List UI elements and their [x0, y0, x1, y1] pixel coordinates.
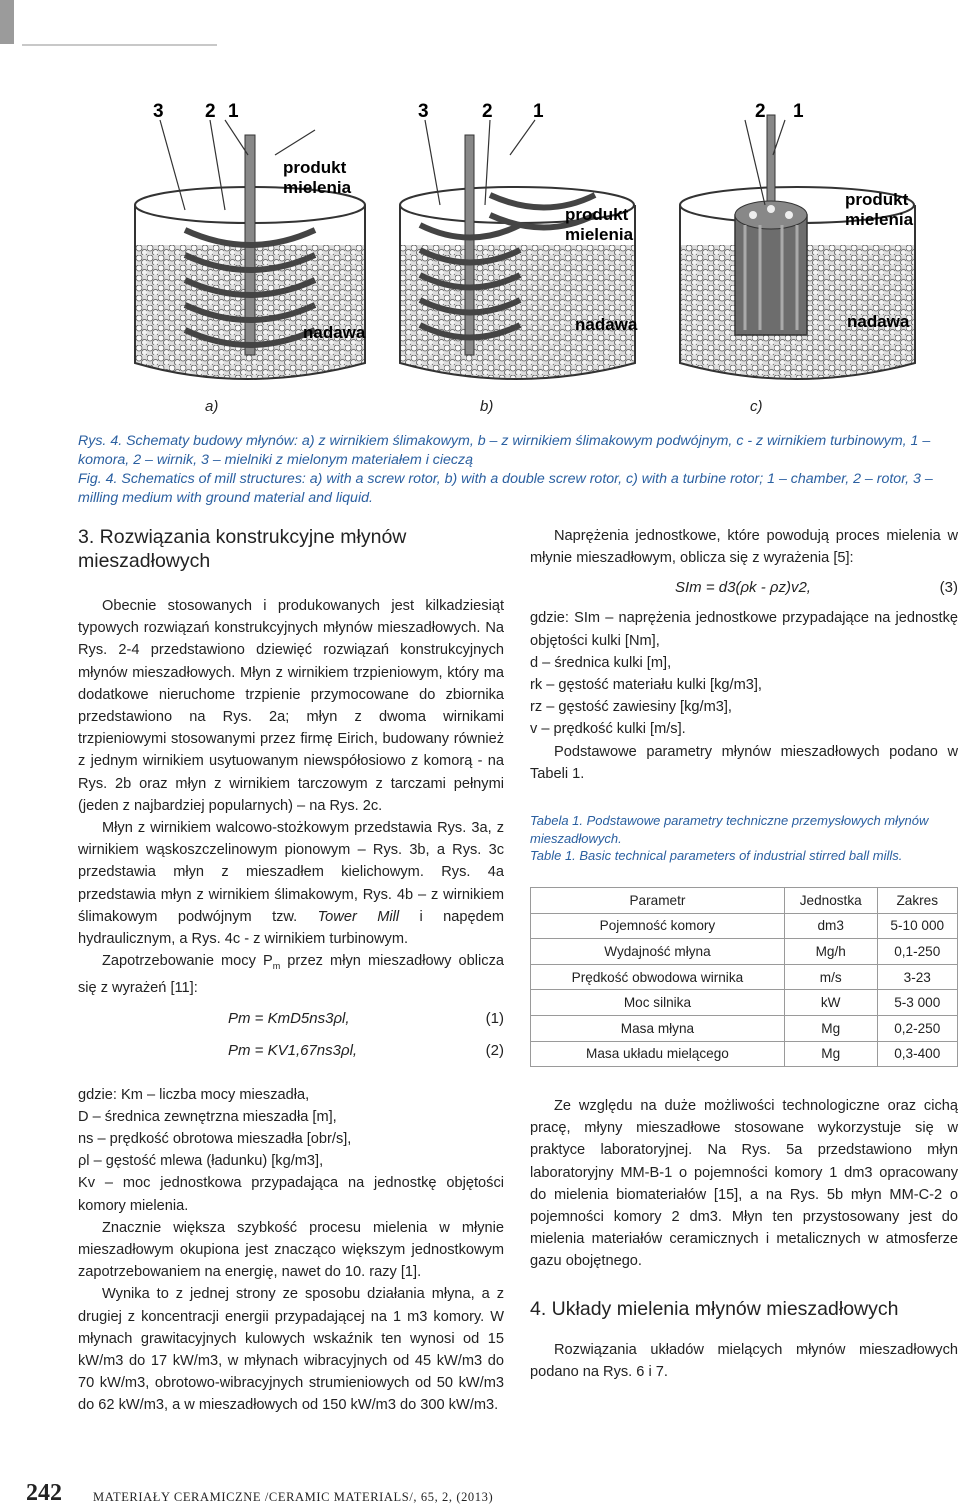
table-row [531, 913, 958, 939]
section-3-heading [78, 525, 504, 573]
mill-b-double-screw-rotor [400, 101, 638, 379]
table-cell: 0,2-250 [877, 1015, 957, 1041]
equation-3 [530, 575, 958, 607]
section-4-heading: 4. Układy mielenia młynów mieszadłowych [530, 1297, 899, 1320]
table-cell: 5-3 000 [877, 990, 957, 1016]
table-cell: Moc silnika [531, 990, 785, 1016]
product-label-c2: mielenia [845, 210, 914, 229]
table-header-cell: Jednostka [784, 888, 877, 914]
def-v: v – prędkość kulki [m/s]. [530, 721, 686, 738]
section-3-paragraph-5: Wynika to z jednej strony ze sposobu działania młyna, a z drugiej z koncentracji energii przypadającej na 1 m3 komory. W młynach grawitacyjnych kulowych wskaźnik ten wynosi od 15 kW/m3 do 17 kW/m3, w młynach wibracyjnych od 45 kW/m3 do 70 kW/m3, obrotowo-wibracyjnych strumieniowych od 50 kW/m3 do 62 kW/m3, a w mieszadłowych od 150 kW/m3 do 300 kW/m3. [78, 1286, 504, 1414]
equation-1-number: (1) [485, 1009, 504, 1027]
product-label-c1: produkt [845, 190, 909, 209]
def-rz: rz – gęstość zawiesiny [kg/m3], [530, 699, 732, 716]
right-paragraph-2: Podstawowe parametry młynów mieszadłowych podano w Tabeli 1. [530, 743, 958, 782]
equation-2-formula: Pm = KV1,67ns3ρl, [228, 1041, 358, 1059]
feed-label-a: nadawa [303, 323, 366, 342]
def-km: gdzie: Km – liczba mocy mieszadła, [78, 1086, 310, 1103]
table-cell: 5-10 000 [877, 913, 957, 939]
product-label-b2: mielenia [565, 225, 634, 244]
callout-1-b: 1 [533, 101, 544, 122]
corner-decoration [0, 0, 14, 44]
equation-3-formula: SIm = d3(ρk - ρz)v2, [675, 579, 811, 597]
callout-3-b: 3 [418, 101, 429, 122]
right-column-bottom [530, 1095, 958, 1383]
equation-1 [78, 1006, 504, 1038]
feed-label-c: nadawa [847, 312, 910, 331]
product-label-a2: mielenia [283, 178, 352, 197]
def-kv: Kv – moc jednostkowa przypadająca na jednostkę objętości komory mielenia. [78, 1175, 504, 1214]
table-cell: dm3 [784, 913, 877, 939]
p3-text-b: przez młyn mieszadłowy oblicza się z wyrażeń [11]: [78, 953, 504, 997]
table-header-row [531, 888, 958, 914]
def-d: D – średnica zewnętrzna mieszadła [m], [78, 1108, 337, 1125]
callout-2-c: 2 [755, 101, 766, 122]
right-paragraph-1: Naprężenia jednostkowe, które powodują proces mielenia w młynie mieszadłowym, oblicza się z wyrażenia [5]: [530, 528, 958, 567]
table-cell: 0,1-250 [877, 939, 957, 965]
table-cell: 0,3-400 [877, 1041, 957, 1067]
table-row [531, 939, 958, 965]
table-cell: kW [784, 990, 877, 1016]
p2-tower-mill: Tower Mill [317, 908, 400, 925]
figure-label-a: a) [205, 398, 219, 415]
figure-caption-en: Fig. 4. Schematics of mill structures: a) with a screw rotor, b) with a double screw rotor, c) with a turbine rotor; 1 – chamber, 2 – rotor, 3 – milling medium with ground material and liquid. [78, 471, 933, 506]
p3-sub: m [272, 961, 281, 972]
page-number: 242 [26, 1480, 62, 1506]
figure-caption-pl: Rys. 4. Schematy budowy młynów: a) z wirnikiem ślimakowym, b – z wirnikiem ślimakowym podwójnym, c - z wirnikiem turbinowym, 1 – komora, 2 – wirnik, 3 – mielniki z mielonym materiałem i cieczą [78, 433, 931, 468]
callout-1-c: 1 [793, 101, 804, 122]
table-cell: 3-23 [877, 964, 957, 990]
table-cell: Mg [784, 1041, 877, 1067]
equation-2-number: (2) [485, 1041, 504, 1059]
table-cell: Wydajność młyna [531, 939, 785, 965]
product-label-a1: produkt [283, 158, 347, 177]
journal-name: MATERIAŁY CERAMICZNE /CERAMIC MATERIALS/, 65, 2, (2013) [93, 1490, 494, 1504]
section-3-title-line2: mieszadłowych [78, 550, 211, 572]
p2-text-a: Młyn z wirnikiem walcowo-stożkowym przedstawia Rys. 3a, z wirnikiem wąskoszczelinowym pionowym – Rys. 3b, a Rys. 3c przedstawia młyn z mieszadłem kielichowym. Rys. 4a przedstawia młyn z wirnikiem ślimakowym, Rys. 4b – z wirnikiem ślimakowym podwójnym tzw. [78, 820, 504, 925]
table-cell: Mg [784, 1015, 877, 1041]
section-3-paragraph-3 [78, 950, 504, 999]
right-paragraph-3: Ze względu na duże możliwości technologiczne oraz cichą pracę, młyny mieszadłowe stosowane wykorzystuje się w praktyce laboratoryjnej. Na Rys. 5a przedstawiono młyn laboratoryjny MM-B-1 o pojemności komory 1 dm3 opracowany do mielenia biomateriałów [15], a na Rys. 5b młyn MM-C-2 o pojemności komory 2 dm3. Młyn ten przystosowany jest do mielenia materiałów ceramicznych i metalicznych w atmosferze gazu obojętnego. [530, 1098, 958, 1270]
def-rho: ρl – gęstość mlewa (ładunku) [kg/m3], [78, 1153, 324, 1170]
def-ns: ns – prędkość obrotowa mieszadła [obr/s], [78, 1130, 352, 1147]
table-cell: Pojemność komory [531, 913, 785, 939]
table-row [531, 964, 958, 990]
equation-1-formula: Pm = KmD5ns3ρl, [228, 1009, 350, 1027]
product-label-b1: produkt [565, 205, 629, 224]
figure-label-c: c) [750, 398, 763, 415]
table-cell: Prędkość obwodowa wirnika [531, 964, 785, 990]
header-rule [22, 44, 217, 46]
callout-2-b: 2 [482, 101, 493, 122]
table-cell: Masa młyna [531, 1015, 785, 1041]
table-caption [530, 812, 958, 865]
equation-2 [78, 1038, 504, 1070]
section-3-paragraph-2 [78, 817, 504, 950]
table-cell: Mg/h [784, 939, 877, 965]
parameters-table [530, 887, 958, 1067]
table-caption-en: Table 1. Basic technical parameters of industrial stirred ball mills. [530, 848, 903, 863]
mill-schematics-figure [125, 95, 925, 395]
table-header-cell: Zakres [877, 888, 957, 914]
section-3-paragraph-1: Obecnie stosowanych i produkowanych jest kilkadziesiąt typowych rozwiązań konstrukcyjnych młynów mieszadłowych. Na Rys. 2-4 przedstawiono dziewięć rozwiązań konstrukcyjnych młynów mieszadłowych. Młyn z wirnikiem trzpieniowym, który ma dodatkowe nieruchome trzpienie przymocowane do zbiornika przedstawiono na Rys. 2a; młyn z dwoma wirnikami trzpieniowymi stosowanymi przez firmę Eirich, budowany również z jednym wirnikiem usytuowanym niewspółosiowo z komorą - na Rys. 2b oraz młyn z wirnikiem tarczowym z tarczami pełnymi (jeden z najbardziej popularnych) – na Rys. 2c. [78, 598, 504, 814]
table-header-cell: Parametr [531, 888, 785, 914]
table-caption-pl: Tabela 1. Podstawowe parametry techniczne przemysłowych młynów mieszadłowych. [530, 813, 929, 846]
figure-label-b: b) [480, 398, 494, 415]
left-column [78, 525, 504, 1417]
table-cell: m/s [784, 964, 877, 990]
equation-3-number: (3) [939, 579, 958, 597]
feed-label-b: nadawa [575, 315, 638, 334]
callout-2-a: 2 [205, 101, 216, 122]
def-d-ball: d – średnica kulki [m], [530, 654, 672, 671]
callout-1-a: 1 [228, 101, 239, 122]
table-row [531, 1041, 958, 1067]
def-rk: rk – gęstość materiału kulki [kg/m3], [530, 677, 762, 694]
right-paragraph-4: Rozwiązania układów mielących młynów mieszadłowych podano na Rys. 6 i 7. [530, 1341, 958, 1380]
p2-text-b: i napędem hydraulicznym, a Rys. 4c - z wirnikiem turbinowym. [78, 908, 504, 948]
callout-3-a: 3 [153, 101, 164, 122]
right-column-top [530, 525, 958, 785]
section-3-paragraph-4: Znacznie większa szybkość procesu mielenia w młynie mieszadłowym okupiona jest znacząco większym jednostkowym zapotrzebowaniem na energię, nawet do 10. razy [1]. [78, 1219, 504, 1281]
table-row [531, 1015, 958, 1041]
mill-c-turbine-rotor [680, 101, 915, 379]
def-sim: gdzie: SIm – naprężenia jednostkowe przypadające na jednostkę objętości kulki [Nm], [530, 610, 958, 649]
table-cell: Masa układu mielącego [531, 1041, 785, 1067]
section-3-title-line1: 3. Rozwiązania konstrukcyjne młynów [78, 526, 407, 548]
mill-a-screw-rotor [135, 101, 366, 379]
p3-text-a: Zapotrzebowanie mocy P [102, 953, 273, 970]
table-row [531, 990, 958, 1016]
